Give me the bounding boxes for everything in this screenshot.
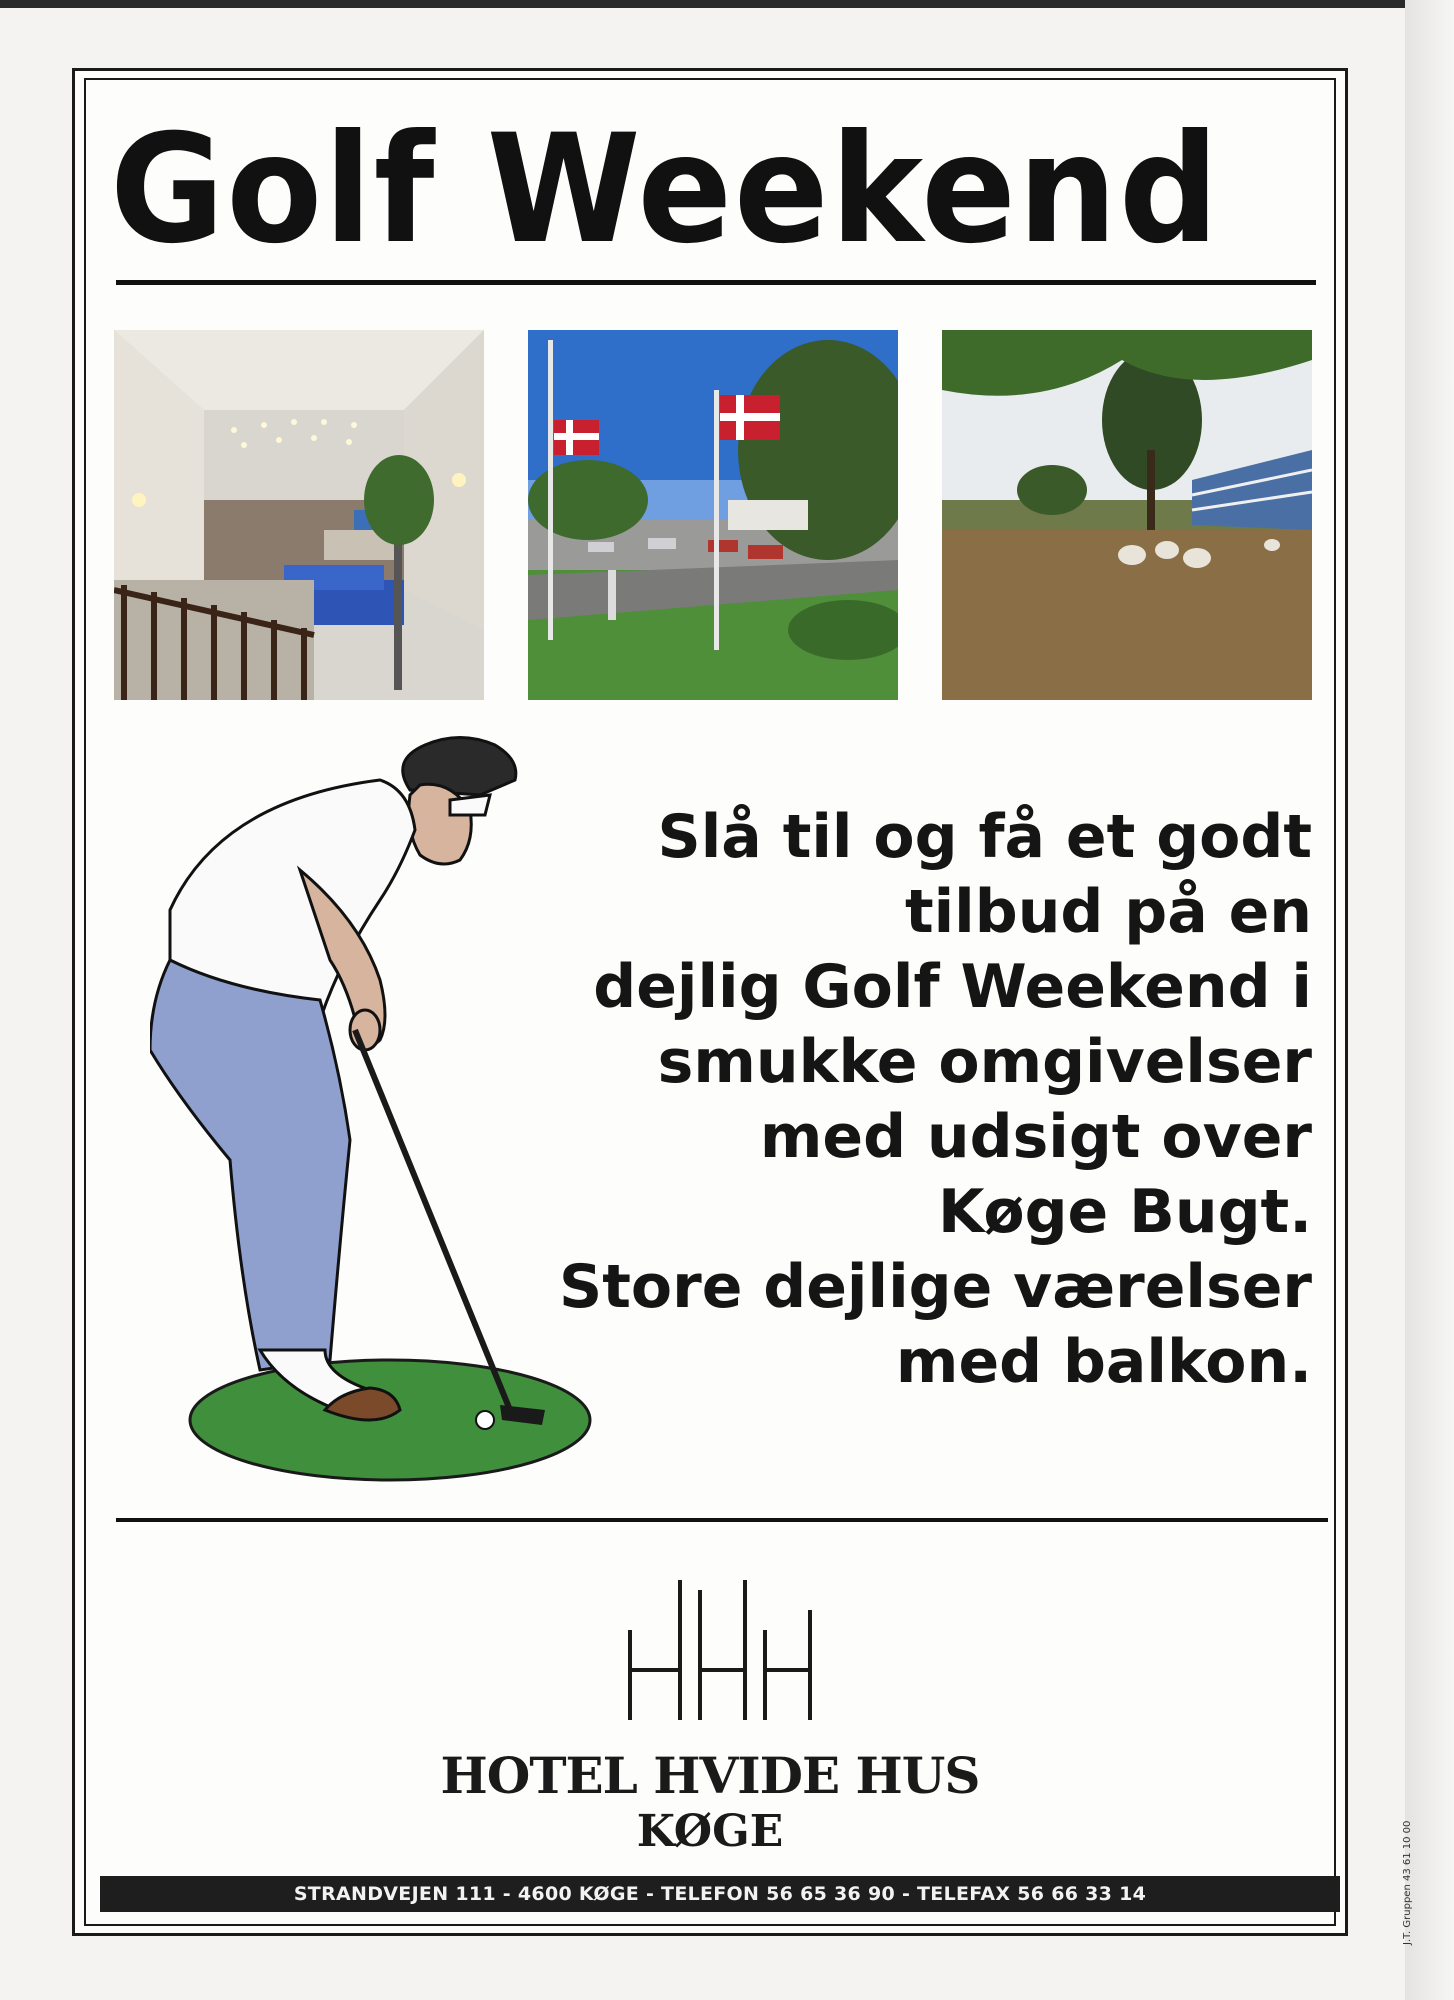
slogan-text — [500, 800, 1312, 1400]
hotel-logo-mark — [620, 1580, 820, 1720]
flagpoles-parking-photo — [528, 330, 898, 700]
slogan-line: tilbud på en — [904, 877, 1312, 947]
print-credit-text: J.T. Gruppen 43 61 10 00 — [1402, 1820, 1413, 1945]
sheep-lawn-photo — [942, 330, 1312, 700]
slogan-line: Store dejlige værelser — [559, 1252, 1312, 1322]
ad-title: Golf Weekend — [110, 103, 1221, 277]
title-divider — [116, 280, 1316, 285]
hotel-city: KØGE — [636, 1806, 784, 1857]
slogan-line: med udsigt over — [759, 1102, 1312, 1172]
slogan-line: dejlig Golf Weekend i — [593, 952, 1312, 1022]
print-credit — [1402, 1795, 1422, 1945]
slogan-line: smukke omgivelser — [657, 1027, 1312, 1097]
slogan-line: Slå til og få et godt — [657, 802, 1312, 872]
scan-top-edge — [0, 0, 1454, 8]
slogan-line: Køge Bugt. — [937, 1177, 1312, 1247]
page-gutter — [1405, 0, 1454, 2000]
hotel-lobby-photo — [114, 330, 484, 700]
bottom-divider — [116, 1518, 1328, 1522]
slogan-line: med balkon. — [895, 1327, 1312, 1397]
address-contact-bar: STRANDVEJEN 111 - 4600 KØGE - TELEFON 56 65 36 90 - TELEFAX 56 66 33 14 — [100, 1876, 1340, 1912]
hotel-name: HOTEL HVIDE HUS — [440, 1746, 980, 1805]
